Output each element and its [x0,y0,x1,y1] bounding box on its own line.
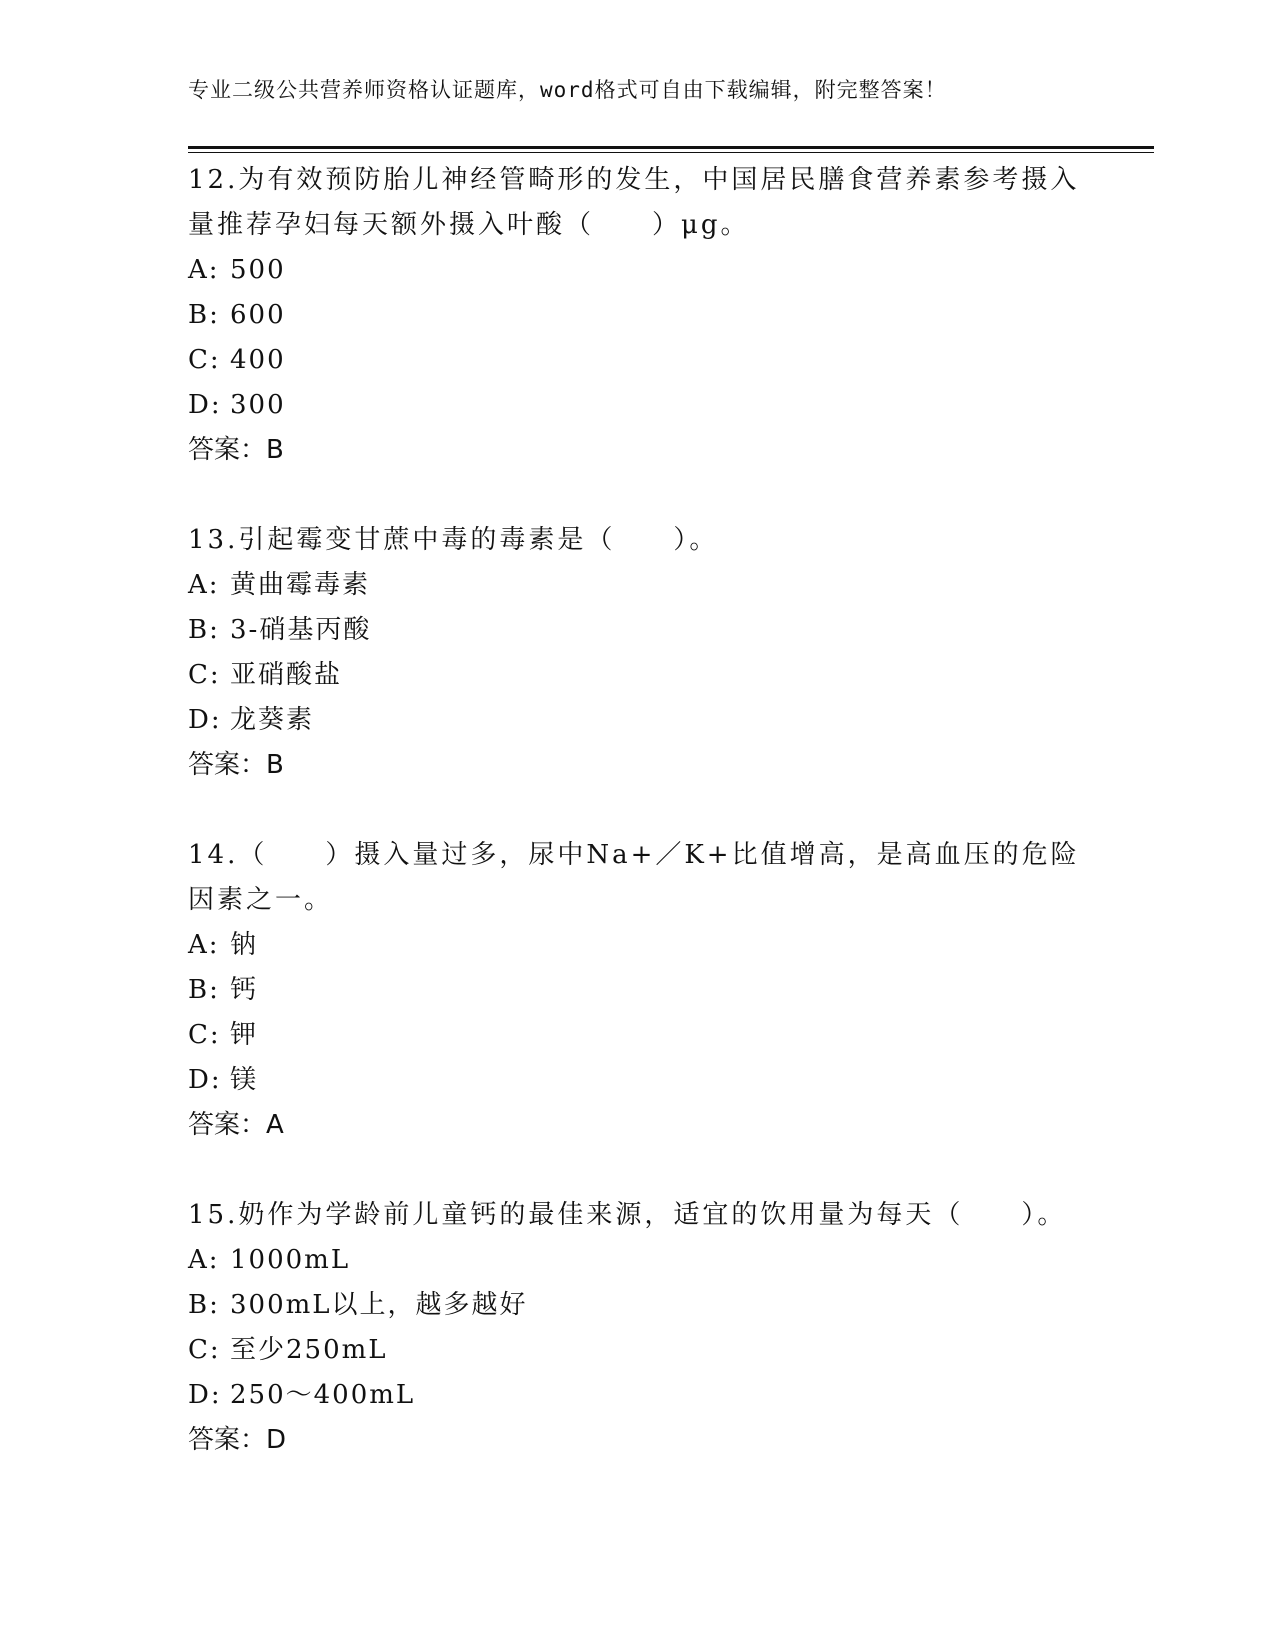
option-letter: D: [188,1065,222,1095]
page-header: 专业二级公共营养师资格认证题库，word格式可自由下载编辑，附完整答案！ [188,78,947,102]
option-letter: D: [188,705,222,735]
option-text: 镁 [230,1065,259,1095]
option-a [188,248,1088,293]
question-stem: 13.引起霉变甘蔗中毒的毒素是（ ）。 [188,525,719,555]
option-text: 500 [230,255,286,285]
option-letter: D: [188,390,222,420]
option-letter: C: [188,1020,221,1050]
option-b [188,968,1088,1013]
option-letter: C: [188,345,221,375]
question-15 [188,1193,1088,1463]
header-rule-thin [188,152,1154,153]
question-12 [188,158,1088,473]
option-text: 亚硝酸盐 [230,660,343,690]
question-stem: 14.（ ）摄入量过多，尿中Na+／K+比值增高，是高血压的危险因素之一。 [188,840,1080,915]
option-text: 钠 [230,930,259,960]
header-rule-thick [188,146,1154,149]
option-text: 600 [230,300,286,330]
option-text: 钾 [230,1020,259,1050]
option-letter: A: [188,570,220,600]
option-a [188,1238,1088,1283]
option-text: 至少250mL [230,1335,388,1365]
question-gap [188,473,1088,518]
answer-line: 答案：B [188,435,284,465]
option-text: 300mL以上，越多越好 [230,1290,528,1320]
option-c [188,338,1088,383]
option-a [188,563,1088,608]
option-b [188,608,1088,653]
option-text: 龙葵素 [230,705,315,735]
question-list [188,158,1088,1463]
option-letter: B: [188,300,220,330]
option-c [188,1013,1088,1058]
answer-line: 答案：B [188,750,284,780]
question-13 [188,518,1088,788]
answer-line: 答案：D [188,1425,287,1455]
option-letter: C: [188,1335,221,1365]
option-letter: B: [188,1290,220,1320]
option-letter: A: [188,255,220,285]
question-stem: 15.奶作为学龄前儿童钙的最佳来源，适宜的饮用量为每天（ ）。 [188,1200,1067,1230]
option-text: 钙 [230,975,259,1005]
option-letter: C: [188,660,221,690]
option-d [188,383,1088,428]
answer-line: 答案：A [188,1110,284,1140]
option-letter: B: [188,615,220,645]
option-letter: A: [188,1245,220,1275]
option-text: 黄曲霉毒素 [230,570,371,600]
option-b [188,1283,1088,1328]
option-a [188,923,1088,968]
option-d [188,1058,1088,1103]
option-text: 250～400mL [230,1380,416,1410]
option-letter: D: [188,1380,222,1410]
option-d [188,698,1088,743]
option-d [188,1373,1088,1418]
question-gap [188,1148,1088,1193]
option-c [188,1328,1088,1373]
option-letter: A: [188,930,220,960]
option-text: 1000mL [230,1245,351,1275]
option-text: 300 [230,390,286,420]
question-stem: 12.为有效预防胎儿神经管畸形的发生，中国居民膳食营养素参考摄入量推荐孕妇每天额外摄入叶酸（ ）μg。 [188,165,1080,240]
question-14 [188,833,1088,1148]
option-text: 3-硝基丙酸 [230,615,372,645]
option-letter: B: [188,975,220,1005]
option-c [188,653,1088,698]
option-b [188,293,1088,338]
question-gap [188,788,1088,833]
option-text: 400 [230,345,286,375]
